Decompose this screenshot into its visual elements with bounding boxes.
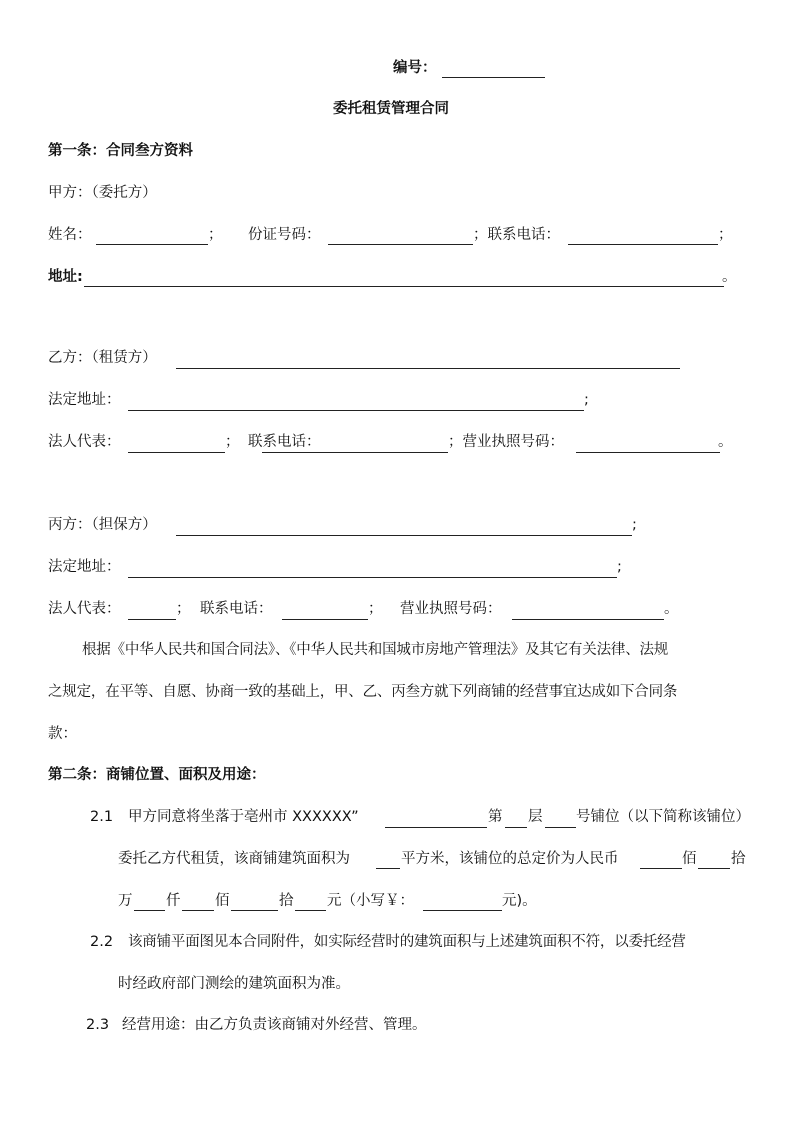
contract-number-label: 编号： xyxy=(393,60,437,76)
party-c-rep-blank[interactable] xyxy=(128,619,176,620)
separator: ; xyxy=(617,559,622,575)
unit-text: 拾 xyxy=(731,851,746,867)
document-title: 委托租赁管理合同 xyxy=(333,101,449,117)
clause-2-2-text: 时经政府部门测绘的建筑面积为准。 xyxy=(118,976,350,992)
party-b-address-blank[interactable] xyxy=(128,410,584,411)
party-b-name-blank[interactable] xyxy=(176,368,680,369)
clause-number: 2.2 xyxy=(90,934,114,950)
party-a-label: 甲方：（委托方） xyxy=(48,185,157,201)
party-a-name-blank[interactable] xyxy=(96,244,208,245)
clause-number: 2.1 xyxy=(90,809,114,825)
floor-label: 第 xyxy=(488,809,503,825)
party-a-address-blank[interactable] xyxy=(84,286,724,287)
floor-blank[interactable] xyxy=(505,827,527,828)
preamble-line: 款： xyxy=(48,726,77,742)
party-c-phone-label: 联系电话： xyxy=(200,601,273,617)
separator: ； xyxy=(718,227,733,243)
clause-number: 2.3 xyxy=(86,1017,110,1033)
article1-heading: 第一条：合同叁方资料 xyxy=(48,143,193,159)
article2-heading: 第二条：商铺位置、面积及用途： xyxy=(48,767,266,783)
party-b-rep-blank[interactable] xyxy=(128,452,225,453)
party-c-name-blank[interactable] xyxy=(176,535,632,536)
unit-text: 拾 xyxy=(279,893,294,909)
unit-blank[interactable] xyxy=(545,827,576,828)
party-c-legal-address-label: 法定地址： xyxy=(48,559,121,575)
party-b-label: 乙方：（租赁方） xyxy=(48,350,157,366)
contract-number-blank[interactable] xyxy=(442,77,545,78)
party-b-license-blank[interactable] xyxy=(576,452,720,453)
unit-text: 仟 xyxy=(166,893,181,909)
area-blank[interactable] xyxy=(376,868,400,869)
separator: ； xyxy=(368,601,383,617)
separator: ； xyxy=(225,434,240,450)
party-a-phone-blank[interactable] xyxy=(568,244,718,245)
party-b-phone-label: 联系电话： xyxy=(248,434,321,450)
price-ten-blank[interactable] xyxy=(698,868,730,869)
clause-2-1-text: 甲方同意将坐落于亳州市 XXXXXX” xyxy=(128,809,359,825)
party-a-phone-label: ；联系电话： xyxy=(473,227,560,243)
party-b-legal-address-label: 法定地址： xyxy=(48,392,121,408)
party-c-rep-label: 法人代表： xyxy=(48,601,121,617)
preamble-line: 根据《中华人民共和国合同法》、《中华人民共和国城市房地产管理法》及其它有关法律、法规 xyxy=(82,642,669,658)
party-b-rep-label: 法人代表： xyxy=(48,434,121,450)
party-a-address-label: 地址: xyxy=(48,269,83,285)
separator: ； xyxy=(176,601,191,617)
separator: ； xyxy=(208,227,223,243)
preamble-line: 之规定，在平等、自愿、协商一致的基础上，甲、乙、丙叁方就下列商铺的经营事宜达成如下合同条 xyxy=(48,684,678,700)
party-c-address-blank[interactable] xyxy=(128,577,617,578)
unit-text: 元（小写￥： xyxy=(327,893,414,909)
party-a-id-blank[interactable] xyxy=(328,244,473,245)
unit-text: 佰 xyxy=(682,851,697,867)
party-a-name-label: 姓名： xyxy=(48,227,92,243)
period: 。 xyxy=(664,601,679,617)
party-c-phone-blank[interactable] xyxy=(282,619,368,620)
location-blank[interactable] xyxy=(385,827,487,828)
party-c-label: 丙方：（担保方） xyxy=(48,517,157,533)
price-bai-blank[interactable] xyxy=(231,910,278,911)
period: 。 xyxy=(718,434,733,450)
party-c-license-blank[interactable] xyxy=(512,619,664,620)
price-qian-blank[interactable] xyxy=(182,910,214,911)
separator: ; xyxy=(632,517,637,533)
period: 。 xyxy=(722,269,737,285)
clause-2-1-text: 委托乙方代租赁，该商铺建筑面积为 xyxy=(118,851,350,867)
unit-text: 佰 xyxy=(215,893,230,909)
clause-2-3-text: 经营用途：由乙方负责该商铺对外经营、管理。 xyxy=(122,1017,427,1033)
unit-label: 号铺位（以下简称该铺位） xyxy=(576,809,750,825)
level-label: 层 xyxy=(528,809,543,825)
party-b-license-label: ；营业执照号码： xyxy=(448,434,564,450)
party-c-license-label: 营业执照号码： xyxy=(400,601,502,617)
price-shi-blank[interactable] xyxy=(295,910,326,911)
clause-2-2-text: 该商铺平面图见本合同附件，如实际经营时的建筑面积与上述建筑面积不符，以委托经营 xyxy=(128,934,686,950)
price-wan-blank[interactable] xyxy=(134,910,165,911)
separator: ; xyxy=(584,392,589,408)
clause-2-1-text: 平方米，该铺位的总定价为人民币 xyxy=(401,851,619,867)
price-hundred-blank[interactable] xyxy=(640,868,682,869)
unit-text: 万 xyxy=(118,893,133,909)
unit-text: 元)。 xyxy=(502,893,537,909)
party-b-phone-blank[interactable] xyxy=(262,452,448,453)
party-a-id-label: 份证号码： xyxy=(248,227,321,243)
price-numeric-blank[interactable] xyxy=(423,910,502,911)
